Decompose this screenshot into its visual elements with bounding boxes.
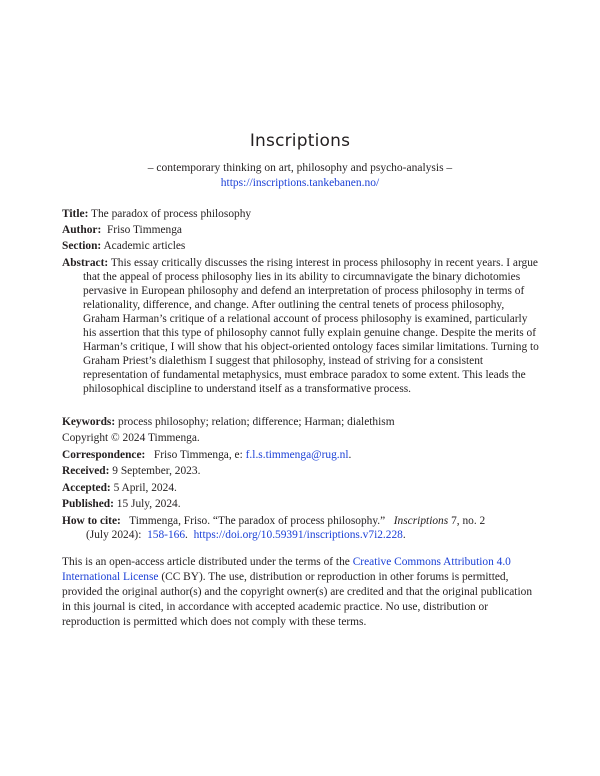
- license-text-before: This is an open-access article distributed under the terms of the: [62, 556, 353, 568]
- section-label: Section:: [62, 240, 102, 252]
- accepted-field: [62, 481, 540, 495]
- journal-url-line: [62, 176, 538, 191]
- received-field: [62, 464, 540, 478]
- abstract-block: [62, 256, 540, 396]
- citation-label: How to cite:: [62, 515, 121, 527]
- citation-row-1: [62, 514, 540, 528]
- section-field: [62, 239, 540, 253]
- license-paragraph: [62, 555, 540, 630]
- citation-separator: .: [185, 529, 188, 541]
- citation-pages-link[interactable]: 158-166: [147, 529, 186, 541]
- correspondence-field: [62, 448, 540, 462]
- abstract-text: This essay critically discusses the rising interest in process philosophy in recent years. I argue that the appeal of process philosophy lies in its ability to circumnavigate the binary dichotomies pervasive in European philosophy and defend an interpretation of process philosophy in terms of relationality, difference, and change. After outlining the central tenets of process philosophy, Graham Harman’s critique of a relational account of process philosophy is examined, particularly his assertion that this type of philosophy cannot fully explain genuine change. Despite the merits of Harman’s critique, I will show that his object-oriented ontology faces similar limitations. Turning to Graham Priest’s dialethism I suggest that philosophy, instead of striving for a consistent representation of fundamental metaphysics, must embrace paradox to some extent. This leads the philosophical discipline to understand itself as a transformative process.: [83, 257, 539, 395]
- correspondence-label: Correspondence:: [62, 449, 146, 461]
- accepted-value: 5 April, 2024.: [113, 482, 177, 494]
- keywords-field: [62, 415, 540, 429]
- author-value: Friso Timmenga: [106, 224, 182, 236]
- citation-journal: Inscriptions: [393, 515, 449, 527]
- citation-part-1: Timmenga, Friso. “The paradox of process philosophy.”: [129, 515, 386, 527]
- abstract-field: [62, 256, 540, 396]
- citation-part-3: (July 2024):: [86, 529, 142, 541]
- received-value: 9 September, 2023.: [112, 465, 201, 477]
- journal-tagline: – contemporary thinking on art, philosophy and psycho-analysis –: [147, 162, 453, 174]
- correspondence-email-link[interactable]: f.l.s.timmenga@rug.nl: [245, 449, 349, 461]
- citation-doi-link[interactable]: https://doi.org/10.59391/inscriptions.v7i2.228: [193, 529, 403, 541]
- title-field: [62, 207, 540, 221]
- title-label: Title:: [62, 208, 89, 220]
- citation-row-2: [62, 528, 540, 542]
- citation-part-2: 7, no. 2: [451, 515, 486, 527]
- citation-end: .: [402, 529, 406, 541]
- title-value: The paradox of process philosophy: [91, 208, 252, 220]
- correspondence-end: .: [348, 449, 352, 461]
- citation-field: [62, 514, 540, 542]
- accepted-label: Accepted:: [62, 482, 111, 494]
- keywords-label: Keywords:: [62, 416, 116, 428]
- published-field: [62, 497, 540, 511]
- author-field: [62, 223, 540, 237]
- section-value: Academic articles: [103, 240, 186, 252]
- published-value: 15 July, 2024.: [116, 498, 181, 510]
- license-text-after: (CC BY). The use, distribution or reproduction in other forums is permitted, provided the original author(s) and the copyright owner(s) are credited and that the original publication in this journal is cited, in accordance with accepted academic practice. No use, distribution or reproduction is permitted which does not comply with these terms.: [62, 571, 533, 628]
- author-label: Author:: [62, 224, 102, 236]
- journal-title: Inscriptions: [249, 131, 351, 151]
- abstract-label: Abstract:: [62, 257, 109, 269]
- license-link[interactable]: Creative Commons Attribution 4.0 International License: [62, 556, 511, 583]
- received-label: Received:: [62, 465, 110, 477]
- correspondence-text: Friso Timmenga, e:: [153, 449, 246, 461]
- copyright-line: Copyright © 2024 Timmenga.: [62, 432, 200, 444]
- published-label: Published:: [62, 498, 114, 510]
- keywords-value: process philosophy; relation; difference; Harman; dialethism: [118, 416, 395, 428]
- journal-url-link[interactable]: https://inscriptions.tankebanen.no/: [220, 177, 380, 189]
